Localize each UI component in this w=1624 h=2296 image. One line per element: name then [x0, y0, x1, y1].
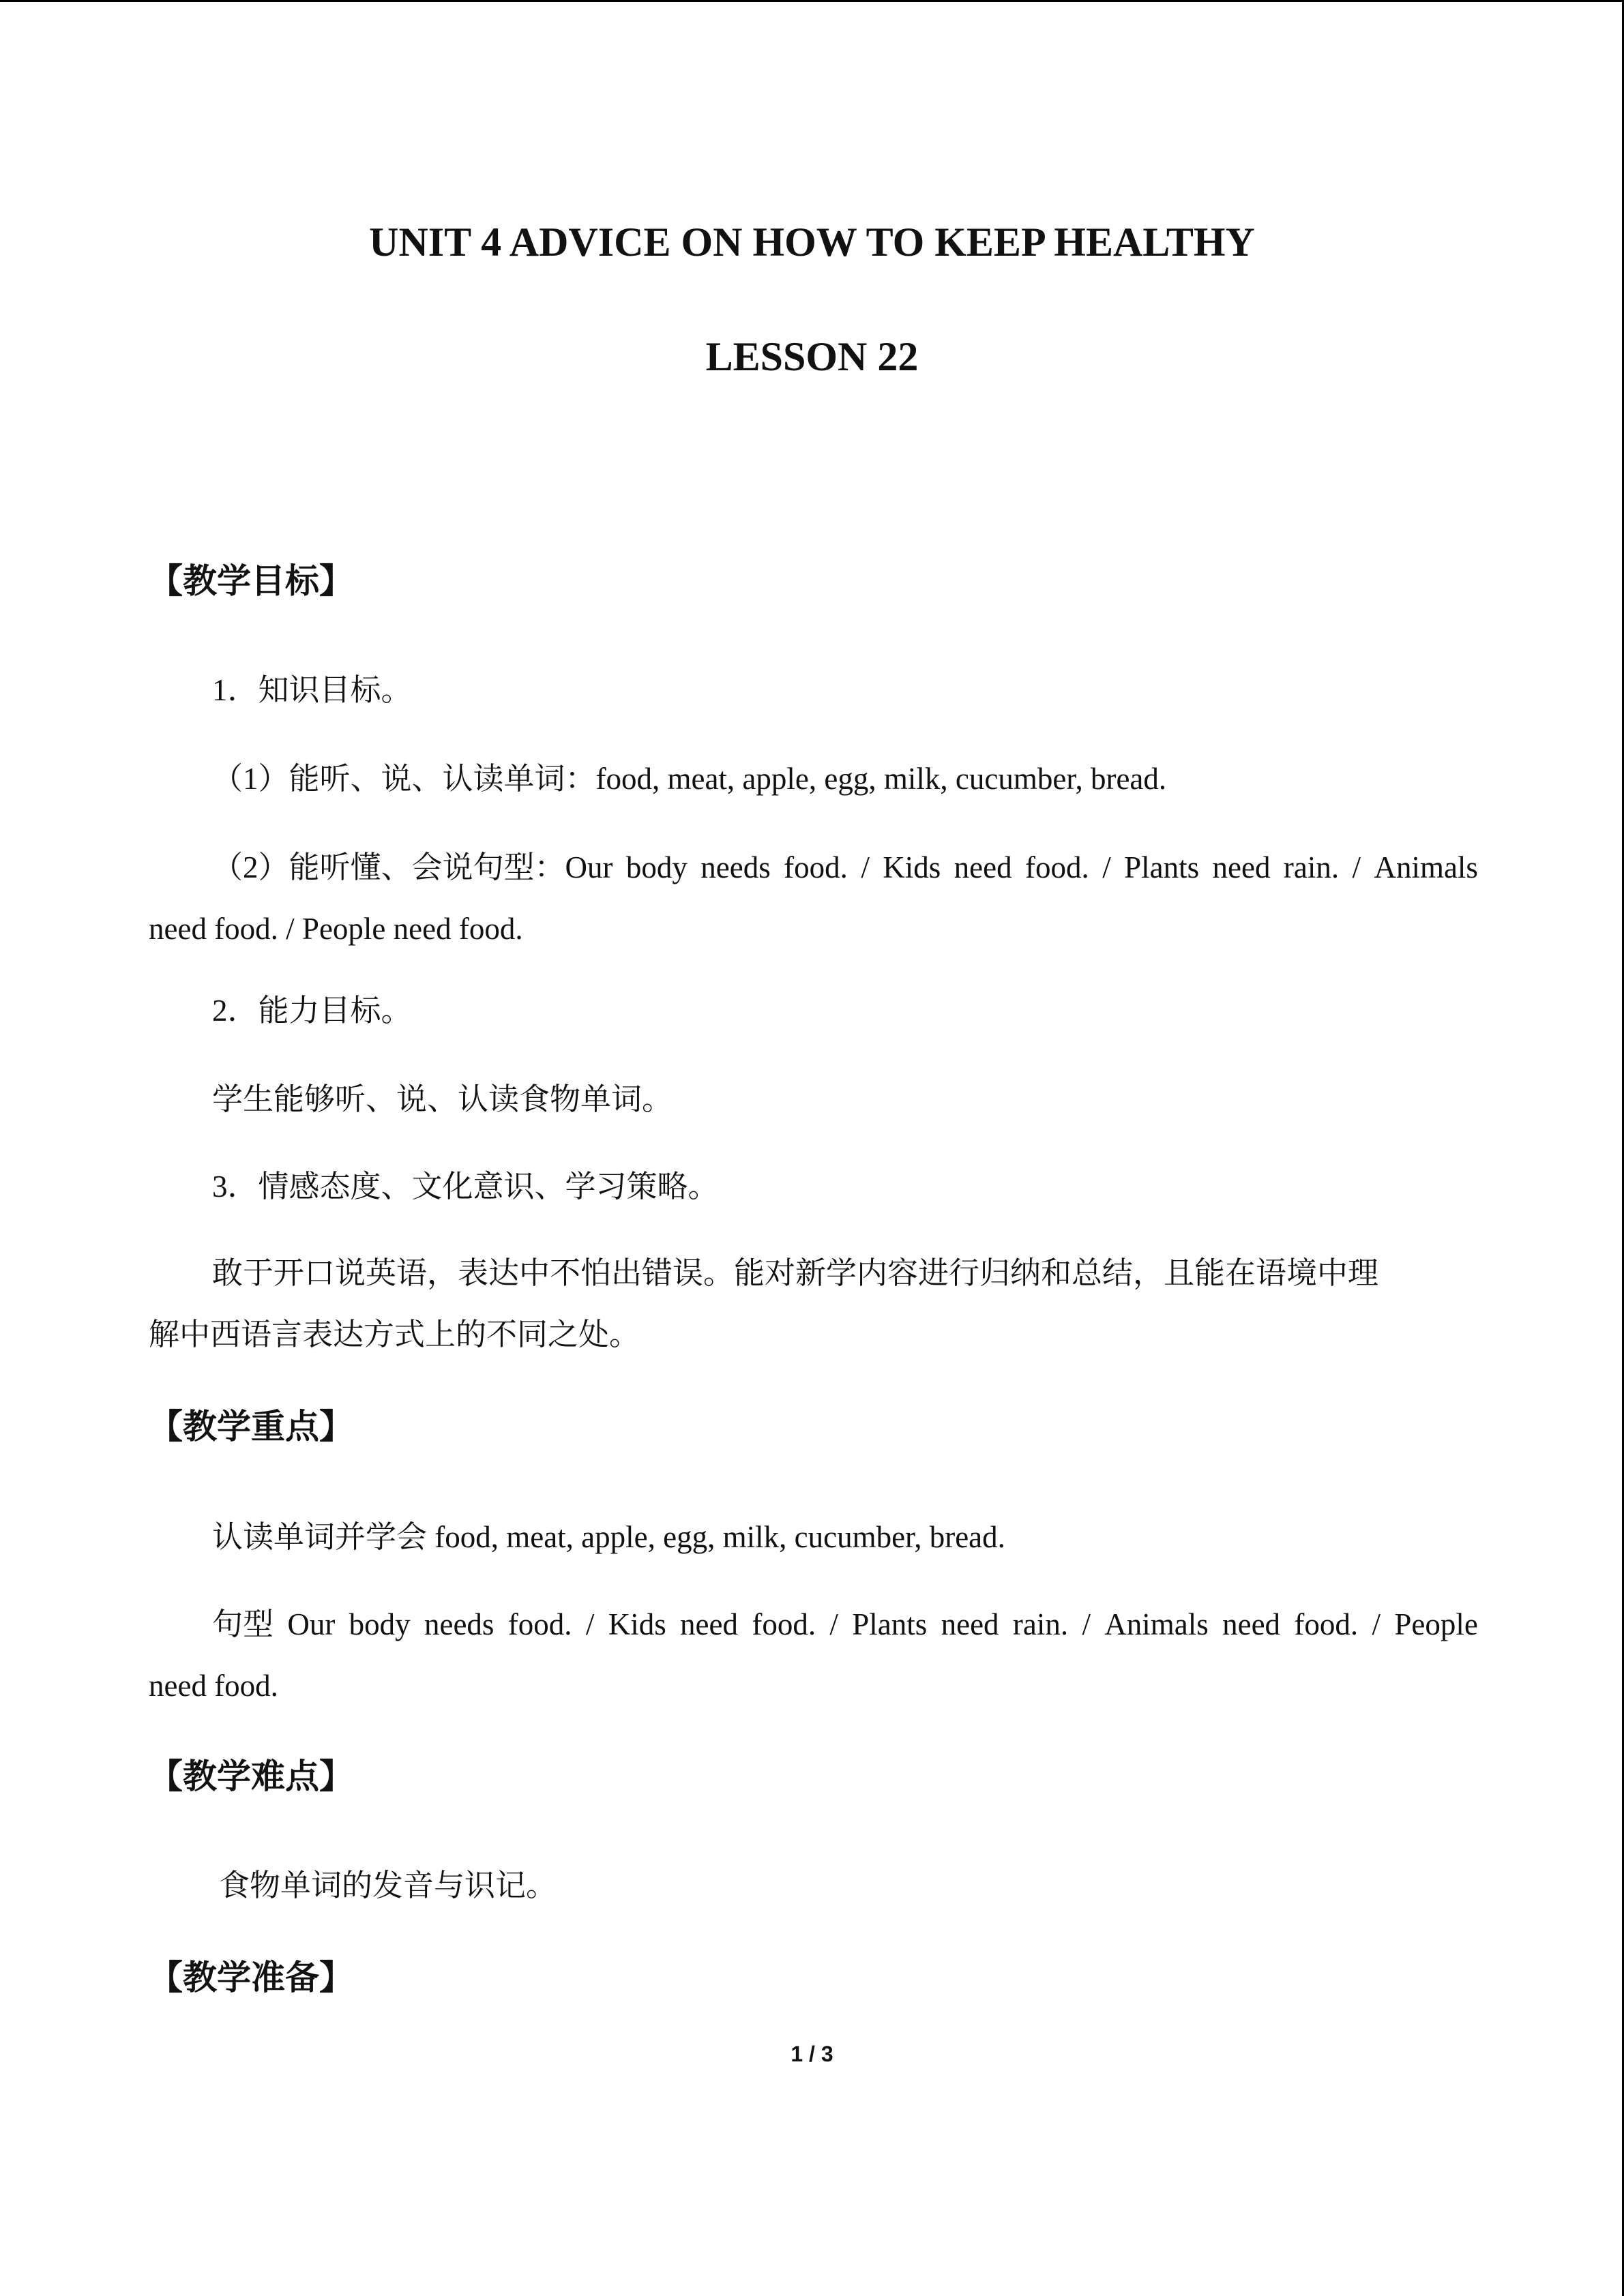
sentence-word: rain.: [1283, 850, 1340, 884]
sentence-word: /: [1102, 850, 1111, 884]
sentence-word: need: [1212, 850, 1271, 884]
section-heading-key-points: 【教学重点】: [149, 1407, 353, 1446]
section-heading-objectives: 【教学目标】: [149, 561, 353, 601]
sentence-word: needs: [700, 850, 771, 884]
sentence-word: /: [1352, 850, 1361, 884]
objective-ability-text: 学生能够听、说、认读食物单词。: [212, 1082, 673, 1116]
difficulties-text: 食物单词的发音与识记。: [219, 1868, 557, 1903]
section-heading-preparation: 【教学准备】: [149, 1958, 353, 1997]
sentence-word: body: [349, 1607, 411, 1641]
sentence-word: need: [680, 1607, 738, 1641]
objective-knowledge: 1．知识目标。: [212, 673, 412, 707]
sentence-word: /: [1082, 1607, 1091, 1641]
sentence-word: Animals: [1104, 1607, 1209, 1641]
sentence-word: 句型: [212, 1607, 274, 1641]
sentence-word: Animals: [1374, 850, 1478, 884]
key-points-sentences-cont: need food.: [149, 1669, 278, 1703]
sentence-word: Plants: [852, 1607, 928, 1641]
sentence-word: needs: [424, 1607, 494, 1641]
lesson-title: LESSON 22: [705, 334, 919, 379]
sentence-word: /: [1372, 1607, 1381, 1641]
objective-knowledge-sentences: [212, 852, 1478, 883]
objective-knowledge-sentences-cont: need food. / People need food.: [149, 912, 523, 946]
sentence-word: Plants: [1124, 850, 1200, 884]
sentence-word: rain.: [1012, 1607, 1069, 1641]
objective-ability: 2．能力目标。: [212, 994, 412, 1028]
page-number: 1 / 3: [791, 2042, 833, 2066]
document-title: UNIT 4 ADVICE ON HOW TO KEEP HEALTHY: [369, 220, 1255, 265]
key-points-words: 认读单词并学会 food, meat, apple, egg, milk, cucumber, bread.: [212, 1520, 1005, 1554]
objective-knowledge-words: （1）能听、说、认读单词：food, meat, apple, egg, milk, cucumber, bread.: [212, 762, 1167, 796]
sentence-word: /: [861, 850, 870, 884]
sentence-word: People: [1394, 1607, 1478, 1641]
sentence-word: （2）能听懂、会说句型：Our: [212, 850, 613, 884]
sentence-word: Kids: [883, 850, 941, 884]
sentence-word: body: [625, 850, 688, 884]
objective-attitude-text-line1: 敢于开口说英语，表达中不怕出错误。能对新学内容进行归纳和总结，且能在语境中理: [212, 1256, 1379, 1290]
objective-attitude-text-line2: 解中西语言表达方式上的不同之处。: [149, 1317, 640, 1352]
sentence-word: food.: [784, 850, 848, 884]
sentence-word: need: [1222, 1607, 1281, 1641]
sentence-word: Our: [287, 1607, 336, 1641]
sentence-word: food.: [1025, 850, 1089, 884]
sentence-word: need: [941, 1607, 999, 1641]
sentence-word: /: [585, 1607, 595, 1641]
section-heading-difficulties: 【教学难点】: [149, 1757, 353, 1796]
sentence-word: food.: [507, 1607, 572, 1641]
page-border-top: [0, 0, 1624, 2]
sentence-word: food.: [1294, 1607, 1359, 1641]
objective-attitude: 3．情感态度、文化意识、学习策略。: [212, 1169, 719, 1204]
key-points-sentences: [212, 1609, 1478, 1640]
sentence-word: Kids: [608, 1607, 666, 1641]
sentence-word: need: [954, 850, 1012, 884]
sentence-word: /: [829, 1607, 838, 1641]
sentence-word: food.: [752, 1607, 816, 1641]
